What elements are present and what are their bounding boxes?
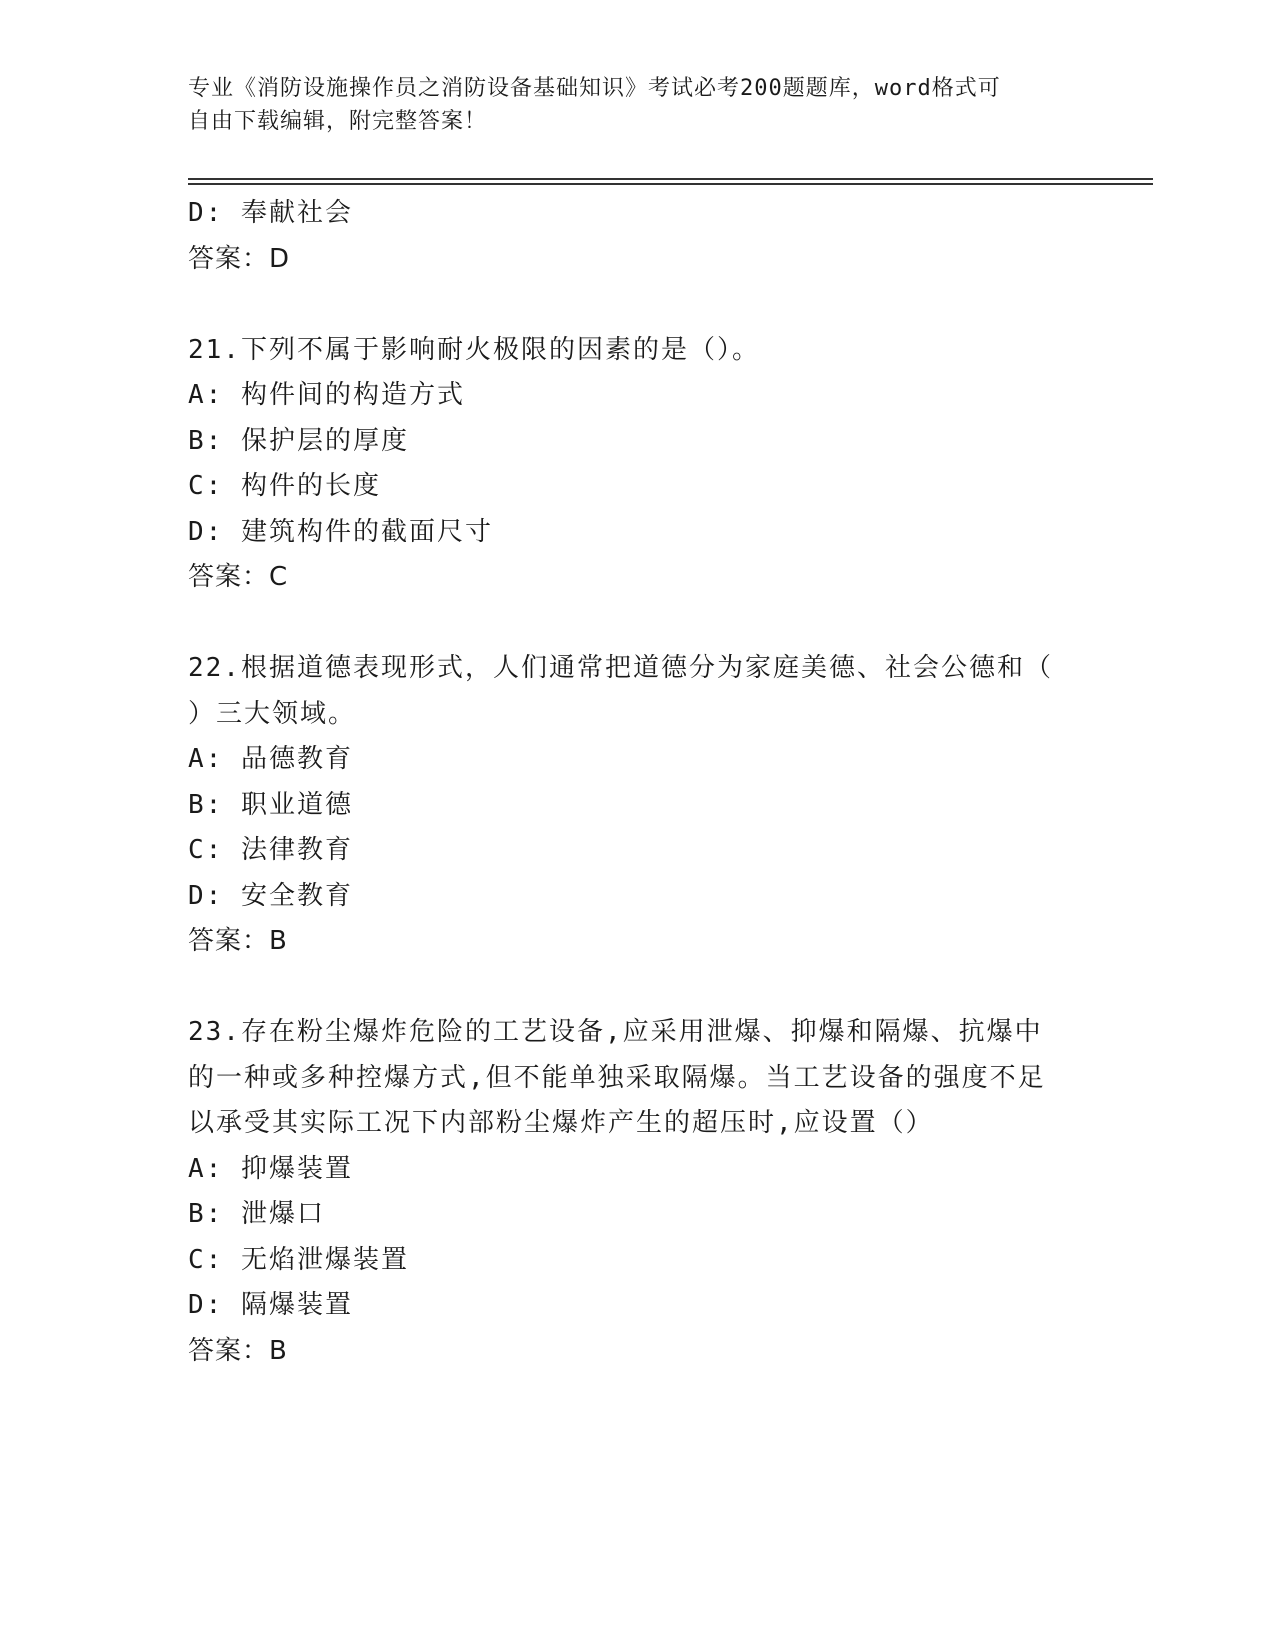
answer: 答案：C bbox=[188, 562, 289, 592]
option-d: D: 建筑构件的截面尺寸 bbox=[188, 516, 493, 547]
document-header bbox=[188, 72, 1068, 138]
question-stem: 23.存在粉尘爆炸危险的工艺设备,应采用泄爆、抑爆和隔爆、抗爆中 bbox=[188, 1017, 1043, 1047]
header-line-2: 自由下载编辑，附完整答案！ bbox=[188, 109, 488, 134]
question-stem: 的一种或多种控爆方式,但不能单独采取隔爆。当工艺设备的强度不足 bbox=[188, 1062, 1046, 1093]
spacer bbox=[188, 965, 1088, 1011]
answer: 答案：B bbox=[188, 926, 288, 956]
question-23 bbox=[188, 1010, 1088, 1374]
header-divider-bottom bbox=[188, 183, 1153, 185]
option-d: D: 隔爆装置 bbox=[188, 1290, 353, 1320]
option-a: A: 品德教育 bbox=[188, 744, 353, 774]
option-d: D: 安全教育 bbox=[188, 880, 353, 911]
option-b: B: 职业道德 bbox=[188, 789, 353, 820]
option-b: B: 保护层的厚度 bbox=[188, 425, 409, 456]
question-stem: 21.下列不属于影响耐火极限的因素的是（）。 bbox=[188, 334, 760, 365]
spacer bbox=[188, 601, 1088, 647]
option-c: C: 构件的长度 bbox=[188, 471, 381, 501]
question-stem: ）三大领域。 bbox=[188, 698, 357, 729]
answer: 答案：B bbox=[188, 1335, 288, 1366]
question-list bbox=[188, 191, 1088, 1374]
header-divider-top bbox=[188, 178, 1153, 180]
question-stem: 22.根据道德表现形式，人们通常把道德分为家庭美德、社会公德和（ bbox=[188, 653, 1053, 683]
option-c: C: 法律教育 bbox=[188, 835, 353, 865]
question-22 bbox=[188, 646, 1088, 965]
option-c: C: 无焰泄爆装置 bbox=[188, 1244, 409, 1275]
question-stem: 以承受其实际工况下内部粉尘爆炸产生的超压时,应设置（） bbox=[188, 1108, 934, 1138]
option-a: A: 抑爆装置 bbox=[188, 1153, 353, 1184]
option-a: A: 构件间的构造方式 bbox=[188, 380, 465, 410]
option-b: B: 泄爆口 bbox=[188, 1199, 325, 1229]
spacer bbox=[188, 282, 1088, 328]
header-line-1: 专业《消防设施操作员之消防设备基础知识》考试必考200题题库，word格式可 bbox=[188, 76, 1001, 101]
carryover-option-d: D: 奉献社会 bbox=[188, 198, 353, 228]
question-21 bbox=[188, 328, 1088, 601]
carryover-answer: 答案：D bbox=[188, 243, 291, 274]
